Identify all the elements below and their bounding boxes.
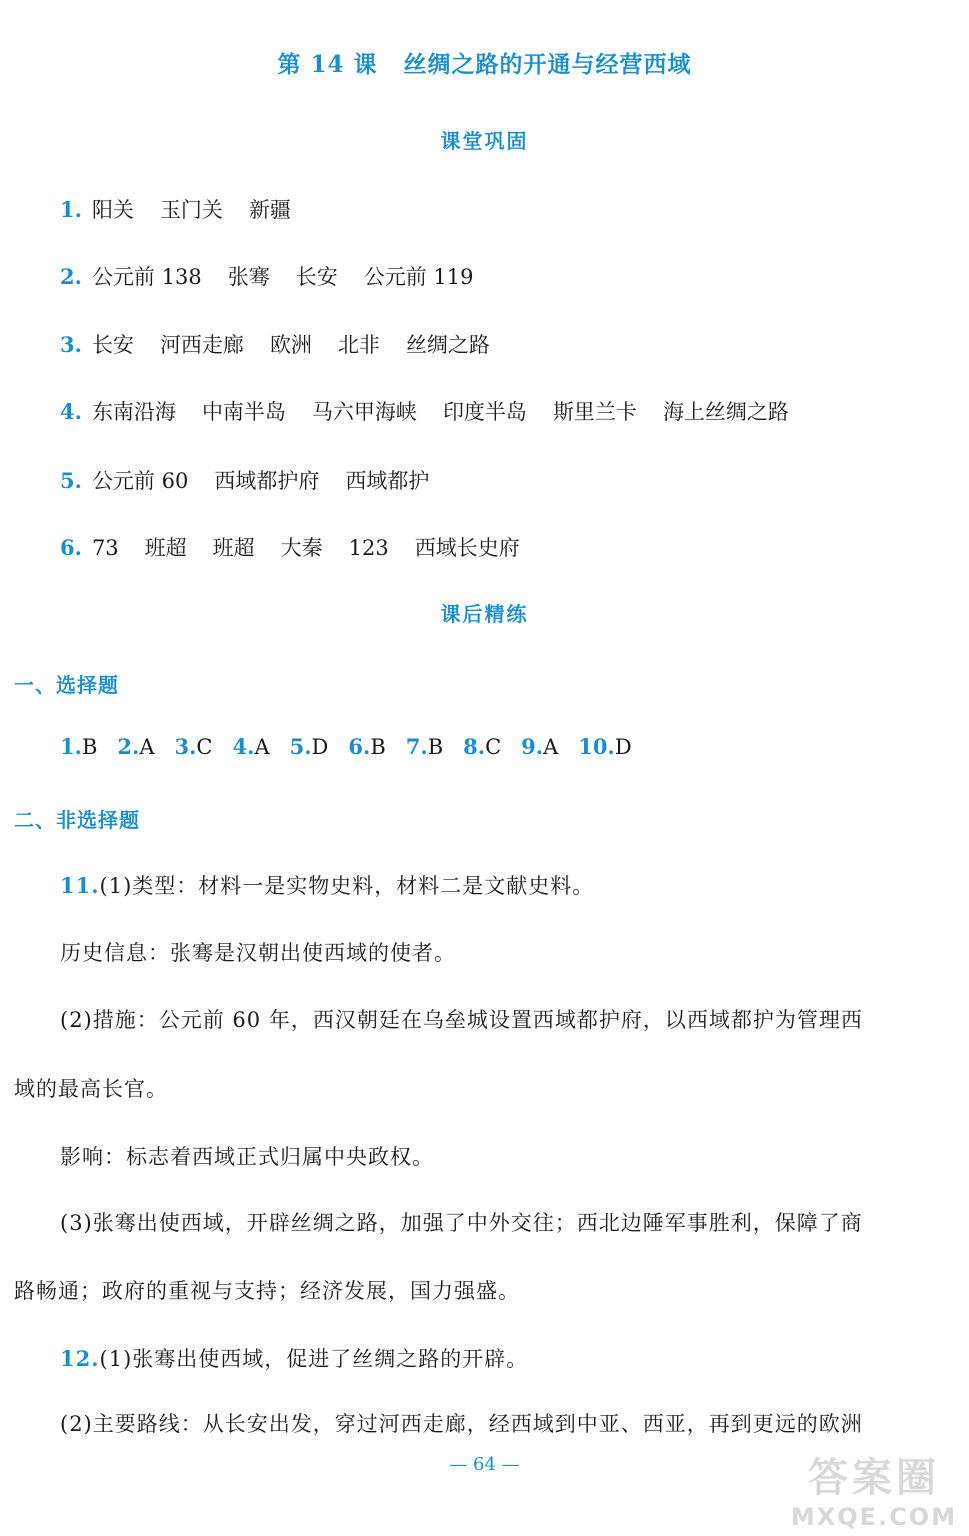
section-heading-classroom: 课堂巩固	[440, 129, 529, 153]
answer-letter: D	[311, 735, 329, 759]
answer-letter: B	[81, 735, 98, 759]
answer-item: 123	[348, 536, 389, 560]
fill-answer-row	[60, 465, 455, 495]
choice-answer	[521, 735, 558, 759]
fill-answer-row	[60, 532, 546, 562]
answer-letter: C	[485, 735, 502, 759]
answer-letter: B	[370, 735, 386, 759]
fill-answer-row	[60, 194, 317, 224]
answer-item: 印度半岛	[442, 400, 527, 424]
answer-item: 新疆	[248, 198, 291, 222]
fill-answer-row	[60, 329, 516, 359]
question-number: 3.	[60, 332, 82, 357]
answer-letter: A	[254, 735, 270, 759]
answer-item: 长安	[91, 333, 134, 357]
answer-item: 斯里兰卡	[552, 400, 637, 424]
question-number: 5.	[289, 734, 312, 759]
choice-answer	[290, 735, 329, 759]
question-number: 8.	[463, 734, 486, 759]
choice-answer	[406, 735, 443, 759]
choice-answer	[60, 735, 97, 759]
q11-line-3: (2)措施：公元前 60 年，西汉朝廷在乌垒城设置西域都护府，以西域都护为管理西	[60, 1008, 863, 1032]
question-number: 6.	[348, 734, 371, 759]
q11-line-6: (3)张骞出使西域，开辟丝绸之路，加强了中外交往；西北边陲军事胜利，保障了商	[60, 1211, 863, 1235]
question-number: 10.	[578, 734, 615, 759]
answer-item: 马六甲海峡	[311, 400, 417, 424]
answer-letter: C	[196, 735, 213, 759]
q11-line-1: 11.(1)类型：材料一是实物史料，材料二是文献史料。	[60, 873, 595, 898]
lesson-name: 丝绸之路的开通与经营西域	[403, 51, 692, 78]
answer-item: 大秦	[280, 536, 323, 560]
answer-item: 玉门关	[159, 198, 223, 222]
q12-line-2: (2)主要路线：从长安出发，穿过河西走廊，经西域到中亚、西亚，再到更远的欧洲	[60, 1412, 863, 1436]
answer-item: 张骞	[227, 265, 270, 289]
question-number: 4.	[232, 734, 255, 759]
question-number: 5.	[60, 468, 82, 493]
question-number: 2.	[117, 734, 140, 759]
fill-answer-row	[60, 261, 499, 291]
answer-item: 班超	[212, 536, 255, 560]
answer-item: 73	[91, 536, 119, 560]
q11-line-7: 路畅通；政府的重视与支持；经济发展，国力强盛。	[14, 1279, 520, 1303]
watermark-bottom: MXQE.COM	[790, 1503, 958, 1531]
question-number: 4.	[60, 399, 82, 424]
watermark-top: 答案圈	[808, 1455, 940, 1501]
answer-letter: A	[139, 735, 155, 759]
lesson-number: 第 14 课	[277, 51, 378, 78]
part-heading-nonchoice: 二、非选择题	[14, 808, 140, 832]
answer-item: 阳关	[91, 198, 134, 222]
choice-answer	[174, 735, 212, 759]
question-number: 2.	[60, 264, 82, 289]
q11-line-2: 历史信息：张骞是汉朝出使西域的使者。	[60, 941, 456, 965]
question-number: 3.	[174, 734, 197, 759]
choice-answer	[117, 735, 154, 759]
answer-item: 河西走廊	[159, 333, 244, 357]
answer-item: 公元前 60	[91, 469, 189, 493]
q11-number: 11.	[60, 873, 100, 898]
answer-letter: D	[614, 735, 632, 759]
watermark-logo	[789, 1446, 959, 1531]
q11-line-5: 影响：标志着西域正式归属中央政权。	[60, 1145, 434, 1169]
choice-answer	[578, 735, 631, 759]
answer-letter: B	[427, 735, 444, 759]
answer-item: 公元前 138	[91, 265, 202, 289]
page-number: — 64 —	[449, 1454, 520, 1475]
q11-line-4: 域的最高长官。	[14, 1077, 168, 1101]
question-number: 9.	[521, 734, 544, 759]
answer-item: 北非	[337, 333, 380, 357]
answer-item: 西域长史府	[414, 536, 520, 560]
lesson-title	[0, 46, 969, 79]
q12-line-1: 12.(1)张骞出使西域，促进了丝绸之路的开辟。	[60, 1346, 529, 1371]
answer-item: 西域都护	[345, 469, 430, 493]
question-number: 6.	[60, 535, 82, 560]
choice-answer	[348, 735, 385, 759]
choice-answers	[60, 734, 652, 759]
answer-item: 东南沿海	[91, 400, 176, 424]
question-number: 1.	[60, 197, 82, 222]
answer-item: 海上丝绸之路	[662, 400, 789, 424]
answer-item: 中南半岛	[201, 400, 286, 424]
section-heading-practice: 课后精练	[440, 602, 529, 626]
q12-number: 12.	[60, 1346, 100, 1371]
answer-item: 班超	[144, 536, 187, 560]
part-heading-choice: 一、选择题	[14, 673, 119, 697]
choice-answer	[463, 735, 501, 759]
fill-answer-row	[60, 396, 815, 426]
answer-item: 丝绸之路	[405, 333, 490, 357]
answer-item: 西域都护府	[214, 469, 320, 493]
answer-item: 欧洲	[269, 333, 312, 357]
question-number: 7.	[405, 734, 428, 759]
answer-item: 公元前 119	[363, 265, 474, 289]
answer-item: 长安	[295, 265, 338, 289]
answer-letter: A	[543, 735, 559, 759]
question-number: 1.	[60, 734, 82, 759]
choice-answer	[233, 735, 270, 759]
